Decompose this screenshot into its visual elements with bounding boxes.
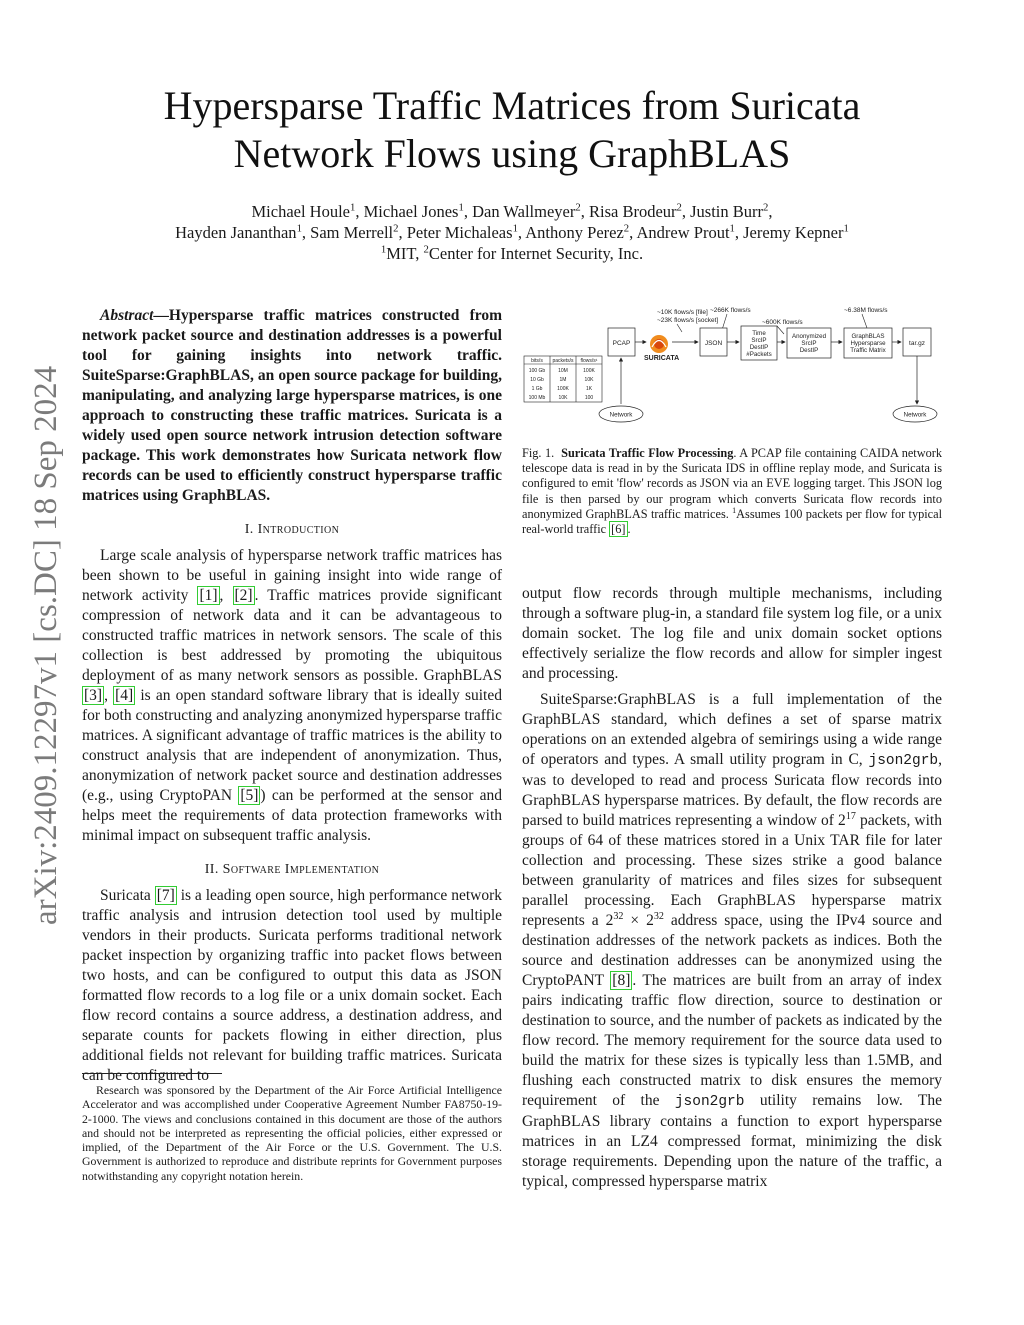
- right-paragraph-1: output flow records through multiple mechanisms, including through a software plug-in, a standard file system log file, or a unix domain socket. The log file and unix domain socket options effectively serialize the flow records and allow for simpler ingest and processing.: [522, 585, 942, 682]
- arxiv-watermark: arXiv:2409.12297v1 [cs.DC] 18 Sep 2024: [28, 365, 64, 925]
- suricata-logo-text: SURICATA: [644, 355, 680, 362]
- field-srcip: SrcIP: [751, 337, 767, 344]
- author-affiliation-mark: 1: [458, 201, 464, 214]
- table-cell: 100K: [583, 368, 595, 374]
- author-affiliation-mark: 2: [763, 201, 769, 214]
- text-run: . A PCAP file containing CAIDA network telescope data is read in by the Suricata IDS in offline replay mode, and Suricata is configured to emit 'flow' records as JSON via an EVE logging target. This JSON log file is then parsed by our program which converts Suricata flow records into anonymized GraphBLAS traffic matrices.: [522, 446, 942, 521]
- author-affiliation-mark: 1: [843, 222, 849, 235]
- text-run: Assumes 100 packets per flow for typical real-world traffic: [522, 506, 942, 537]
- table-header: packets/s: [552, 358, 574, 364]
- footnote-rule: [82, 1073, 222, 1074]
- text-run: address space, using the IPv4 source and destination addresses of the network packets as indices. Both the source and destination addresses can be anonymized using the CryptoPANT: [522, 912, 942, 989]
- section-number: I.: [244, 522, 258, 537]
- anon-line-2: SrcIP: [801, 340, 817, 347]
- graphblas-line-3: Traffic Matrix: [850, 347, 886, 354]
- authors-line-2: [100, 222, 924, 243]
- author-affiliation-mark: 2: [393, 222, 399, 235]
- author-affiliation-mark: 2: [676, 201, 682, 214]
- rate-label-266k: ~266K flows/s: [710, 307, 751, 314]
- caption-note-mark: 1: [732, 506, 737, 516]
- author-name: Michael Jones: [363, 202, 459, 221]
- citation-link[interactable]: [3]: [84, 687, 103, 704]
- table-cell: 10 Gb: [530, 377, 544, 383]
- author-name: Jeremy Kepner: [743, 223, 844, 242]
- text-run: packets, with groups of 64 of these matrices stored in a Unix TAR file for later collection and processing. These sizes strike a good balance between granularity of matrices and files sizes for subsequent parallel processing. Each GraphBLAS hypersparse matrix represents a 2: [522, 812, 942, 929]
- abstract-text: Hypersparse traffic matrices constructed from network packet source and destination addresses is a powerful tool for gaining insights into network traffic. SuiteSparse:GraphBLAS, an open source package for building, manipulating, and analyzing large hypersparse matrices, is one approach to constructing these traffic matrices. Suricata is a widely used open source network intrusion detection software package. This work demonstrates how Suricata network flow records can be used to efficiently construct hypersparse traffic matrices using GraphBLAS.: [82, 307, 502, 504]
- citation-link[interactable]: [1]: [199, 587, 218, 604]
- section-heading-software: [82, 862, 502, 878]
- text-run: 2: [646, 912, 654, 929]
- field-time: Time: [752, 330, 766, 337]
- author-affiliation-mark: 1: [729, 222, 735, 235]
- author-separator: ,: [398, 223, 407, 242]
- abstract-label: Abstract: [100, 307, 154, 324]
- rate-label-socket: ~23K flows/s [socket]: [657, 317, 719, 324]
- text-run: SuiteSparse:GraphBLAS is a full implementation of the GraphBLAS standard, which defines a set of sparse matrix operations on an extended algebra of semirings using a wide range of operators and types. A small utility program in C,: [522, 691, 942, 768]
- section-number: II.: [204, 862, 223, 877]
- citation-link[interactable]: [7]: [156, 887, 175, 904]
- citation-link[interactable]: [2]: [234, 587, 253, 604]
- table-cell: 100: [584, 395, 594, 401]
- exponent: 32: [613, 910, 624, 922]
- table-cell: 10M: [558, 368, 568, 374]
- author-name: Peter Michaleas: [406, 223, 513, 242]
- author-name: Risa Brodeur: [588, 202, 677, 221]
- pcap-label: PCAP: [612, 340, 631, 347]
- author-name: Dan Wallmeyer: [472, 202, 576, 221]
- author-separator: ,: [580, 202, 589, 221]
- json-label: JSON: [704, 340, 723, 347]
- intro-paragraph: [82, 546, 502, 846]
- author-separator: ,: [681, 202, 691, 221]
- rate-table: [524, 356, 602, 402]
- times-symbol: ×: [623, 912, 647, 929]
- footnote: Research was sponsored by the Department of the Air Force Artificial Intelligence Accelerator and was accomplished under Cooperative Agreement Number FA8750-19-2-1000. The views and conclusions contained in this document are those of the authors and should not be interpreted as representing the official policies, either expressed or implied, of the Department of the Air Force or the U.S. Government. The U.S. Government is authorized to reproduce and distribute reprints for Government purposes notwithstanding any copyright notation herein.: [82, 1083, 502, 1183]
- caption-label: Fig. 1.: [522, 446, 555, 460]
- section-heading-introduction: [82, 522, 502, 538]
- suricata-logo: [644, 335, 679, 362]
- left-column: [82, 306, 502, 1086]
- right-column: [522, 584, 942, 1192]
- caption-title: Suricata Traffic Flow Processing: [561, 446, 734, 460]
- text-run: ,: [104, 687, 114, 704]
- affiliation-cis: Center for Internet Security, Inc.: [428, 244, 644, 263]
- section-title: Introduction: [257, 522, 340, 537]
- table-cell: 1K: [585, 386, 593, 392]
- author-separator: ,: [629, 223, 637, 242]
- author-separator: ,: [734, 223, 744, 242]
- text-run: . The matrices are built from an array of index pairs indicating traffic flow direction, source to destination or destination to source, and the number of packets as indicated by the flow record. The memory requirement for the source data used to build the matrix for these sizes is typically less than 1.5MB, and flushing each constructed matrix to disk ensures the memory requirement of the: [522, 972, 942, 1109]
- author-separator: ,: [301, 223, 311, 242]
- network-out-label: Network: [903, 411, 927, 419]
- abstract-dash: —: [153, 307, 169, 324]
- table-cell: 1M: [559, 377, 567, 383]
- network-in-label: Network: [609, 411, 633, 419]
- section-title: Software Implementation: [222, 862, 380, 877]
- text-run: is an open standard software library that is ideally suited for both constructing and analyzing anonymized hypersparse traffic matrices. A significant advantage of traffic matrices is the ability to construct analysis that are independent of anonymization. Thus, anonymization of network packet source and destination addresses (e.g., using CryptoPAN: [82, 687, 502, 804]
- affiliation-mark: 2: [423, 243, 429, 256]
- table-cell: 100 Gb: [528, 368, 546, 374]
- author-block: [100, 201, 924, 264]
- table-header: bits/s: [531, 358, 543, 364]
- table-cell: 1 Gb: [531, 386, 543, 392]
- author-affiliation-mark: 1: [296, 222, 302, 235]
- authors-line-1: [100, 201, 924, 222]
- author-separator: ,: [355, 202, 364, 221]
- graphblas-line-1: GraphBLAS: [851, 333, 885, 340]
- abstract: [82, 306, 502, 506]
- text-run: ,: [219, 587, 233, 604]
- software-paragraph: [82, 886, 502, 1086]
- affiliations: [100, 243, 924, 264]
- field-packets: #Packets: [746, 351, 772, 358]
- author-name: Andrew Prout: [636, 223, 730, 242]
- author-affiliation-mark: 1: [512, 222, 518, 235]
- right-paragraph-2: [522, 690, 942, 1192]
- author-separator: ,: [517, 223, 526, 242]
- text-run: . Traffic matrices provide significant compression of network data and it can be advantageous to constructed traffic matrices in network sensors. The scale of this collection is best addressed by promoting the ubiquitous deployment of as many network sensors as possible. GraphBLAS: [82, 587, 502, 684]
- network-cloud-in: [599, 406, 643, 422]
- author-name: Sam Merrell: [310, 223, 394, 242]
- figure-caption: [522, 446, 942, 537]
- rate-connector: [722, 314, 727, 330]
- paper-title: Hypersparse Traffic Matrices from Suricata Network Flows using GraphBLAS: [163, 83, 861, 176]
- code-json2grb: json2grb: [674, 1094, 745, 1110]
- citation-link[interactable]: [5]: [240, 787, 259, 804]
- rate-connector: [777, 326, 784, 334]
- text-run: utility remains low. The GraphBLAS library contains a function to export hypersparse matrices in an LZ4 compressed format, minimizing the disk storage requirements. Depending upon the nature of the traffic, a typical, compressed hypersparse matrix: [522, 1092, 942, 1190]
- author-affiliation-mark: 1: [350, 201, 356, 214]
- field-destip: DestIP: [749, 344, 769, 351]
- rate-label-file: ~10K flows/s [file]: [657, 309, 708, 316]
- table-cell: 100 Mb: [528, 395, 546, 401]
- author-name: Michael Houle: [251, 202, 350, 221]
- rate-connector: [862, 314, 867, 328]
- author-separator: ,: [463, 202, 473, 221]
- author-affiliation-mark: 2: [623, 222, 630, 235]
- rate-connector: [677, 324, 682, 332]
- figure-1: [522, 300, 942, 440]
- rate-label-600k: ~600K flows/s: [762, 319, 803, 326]
- targz-label: tar.gz: [909, 340, 925, 347]
- exponent: 32: [653, 910, 664, 922]
- code-json2grb: json2grb: [868, 753, 939, 769]
- text-run: is a leading open source, high performance network traffic analysis and intrusion detection tool used by multiple vendors in their products. Suricata performs traditional network packet inspection by organizing traffic into packet flows between two hosts, and can be configured to output this data as JSON formatted flow records to a log file or a unix domain socket. Each flow record contains a source address, a destination address, and separate counts for packets flowing in either direction, plus additional fields not relevant for building traffic matrices. Suricata can be configured to: [82, 887, 502, 1084]
- text-run: ) can be performed at the sensor and helps meet the requirements of data protection frameworks with minimal impact on subsequent traffic analysis.: [82, 787, 502, 844]
- table-cell: 10K: [584, 377, 594, 383]
- table-cell: 10K: [558, 395, 568, 401]
- graphblas-line-2: Hypersparse: [850, 340, 886, 347]
- table-header: flows/s¹: [580, 358, 598, 364]
- citation-link[interactable]: [6]: [611, 522, 626, 537]
- author-separator: ,: [768, 202, 773, 221]
- text-run: .: [627, 522, 631, 537]
- author-affiliation-mark: 2: [575, 201, 581, 214]
- citation-link[interactable]: [8]: [612, 972, 631, 989]
- anon-line-1: Anonymized: [791, 333, 827, 340]
- text-run: Large scale analysis of hypersparse network traffic matrices has been shown to be useful in gaining insight into wide range of network activity: [82, 547, 502, 604]
- flow-diagram: [522, 300, 942, 440]
- affiliation-mit: MIT,: [386, 244, 424, 263]
- author-name: Justin Burr: [690, 202, 764, 221]
- text-run: , was to developed to read and process Suricata flow records into GraphBLAS hypersparse matrices. By default, the flow records are parsed to build matrices representing a window of 2: [522, 751, 942, 829]
- citation-link[interactable]: [4]: [115, 687, 134, 704]
- affiliation-mark: 1: [380, 243, 387, 256]
- exponent: 17: [845, 810, 856, 822]
- rate-label-638m: ~6.38M flows/s: [844, 307, 888, 314]
- author-name: Anthony Perez: [525, 223, 624, 242]
- table-cell: 100K: [557, 386, 569, 392]
- text-run: Suricata: [100, 887, 155, 904]
- network-cloud-out: [893, 406, 937, 422]
- anon-line-3: DestIP: [799, 347, 819, 354]
- author-name: Hayden Jananthan: [175, 223, 297, 242]
